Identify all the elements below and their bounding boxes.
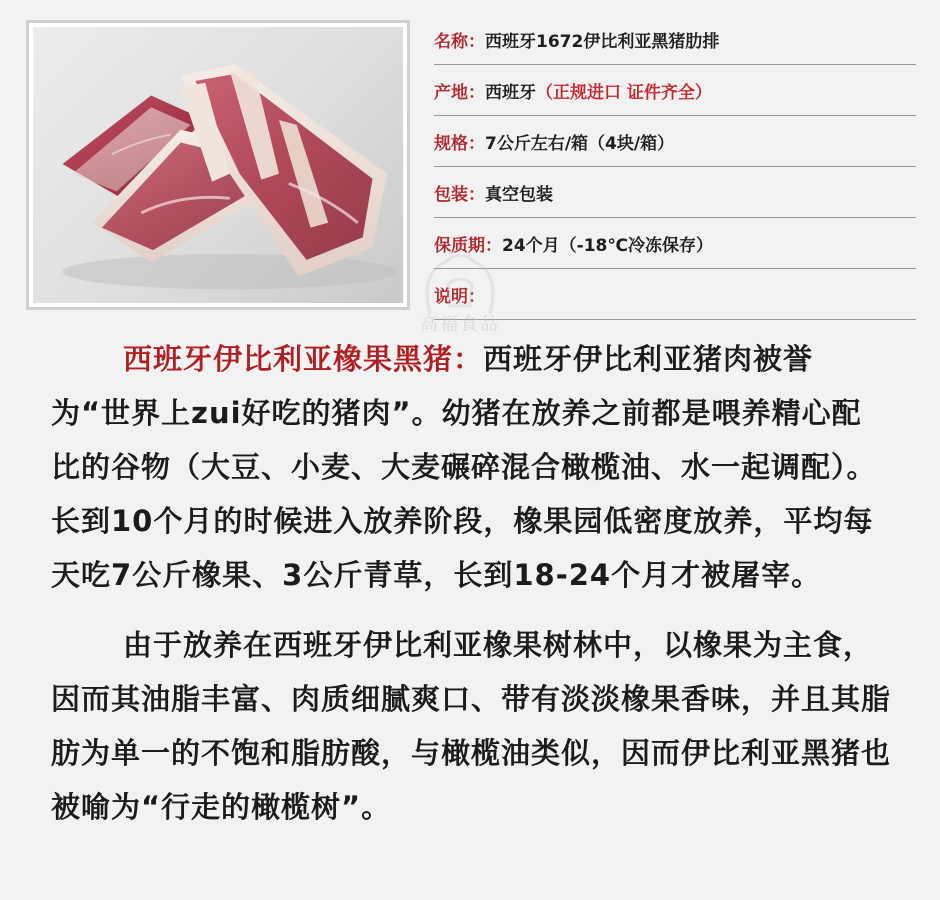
spec-label: 包装： (434, 184, 485, 205)
pork-ribs-image (33, 27, 403, 303)
spec-label: 产地： (434, 82, 485, 103)
spec-value: 7公斤左右/箱（4块/箱） (485, 133, 675, 154)
spec-list (434, 14, 916, 320)
spec-row-packaging (434, 167, 916, 218)
spec-row-origin (434, 65, 916, 116)
spec-value: 24个月（-18℃冷冻保存） (502, 235, 713, 256)
spec-label: 保质期： (434, 235, 502, 256)
spec-value: 西班牙1672伊比利亚黑猪肋排 (485, 31, 720, 52)
spec-note: （正规进口 证件齐全） (536, 82, 712, 103)
spec-label: 名称： (434, 31, 485, 52)
product-description (51, 332, 891, 834)
description-paragraph-2: 由于放养在西班牙伊比利亚橡果树林中，以橡果为主食，因而其油脂丰富、肉质细腻爽口、带有淡淡橡果香味，并且其脂肪为单一的不饱和脂肪酸，与橄榄油类似，因而伊比利亚黑猪也被喻为“行走的橄榄树”。 (51, 628, 892, 824)
spec-label: 说明： (434, 286, 485, 307)
description-body-1: 西班牙伊比利亚猪肉被誉为“世界上zui好吃的猪肉”。幼猪在放养之前都是喂养精心配比的谷物（大豆、小麦、大麦碾碎混合橄榄油、水一起调配）。长到10个月的时候进入放养阶段，橡果园低密度放养，平均每天吃7公斤橡果、3公斤青草，长到18-24个月才被屠宰。 (51, 342, 877, 592)
spec-row-size (434, 116, 916, 167)
spec-row-notes (434, 269, 916, 320)
product-photo (26, 20, 410, 310)
spec-label: 规格： (434, 133, 485, 154)
spec-row-name (434, 14, 916, 65)
spec-value: 西班牙 (485, 82, 536, 103)
spec-row-shelf-life (434, 218, 916, 269)
description-lead: 西班牙伊比利亚橡果黑猪： (123, 342, 484, 376)
description-paragraph-1 (51, 332, 891, 602)
watermark-text: 高福食品 (420, 314, 500, 335)
spec-value: 真空包装 (485, 184, 553, 205)
